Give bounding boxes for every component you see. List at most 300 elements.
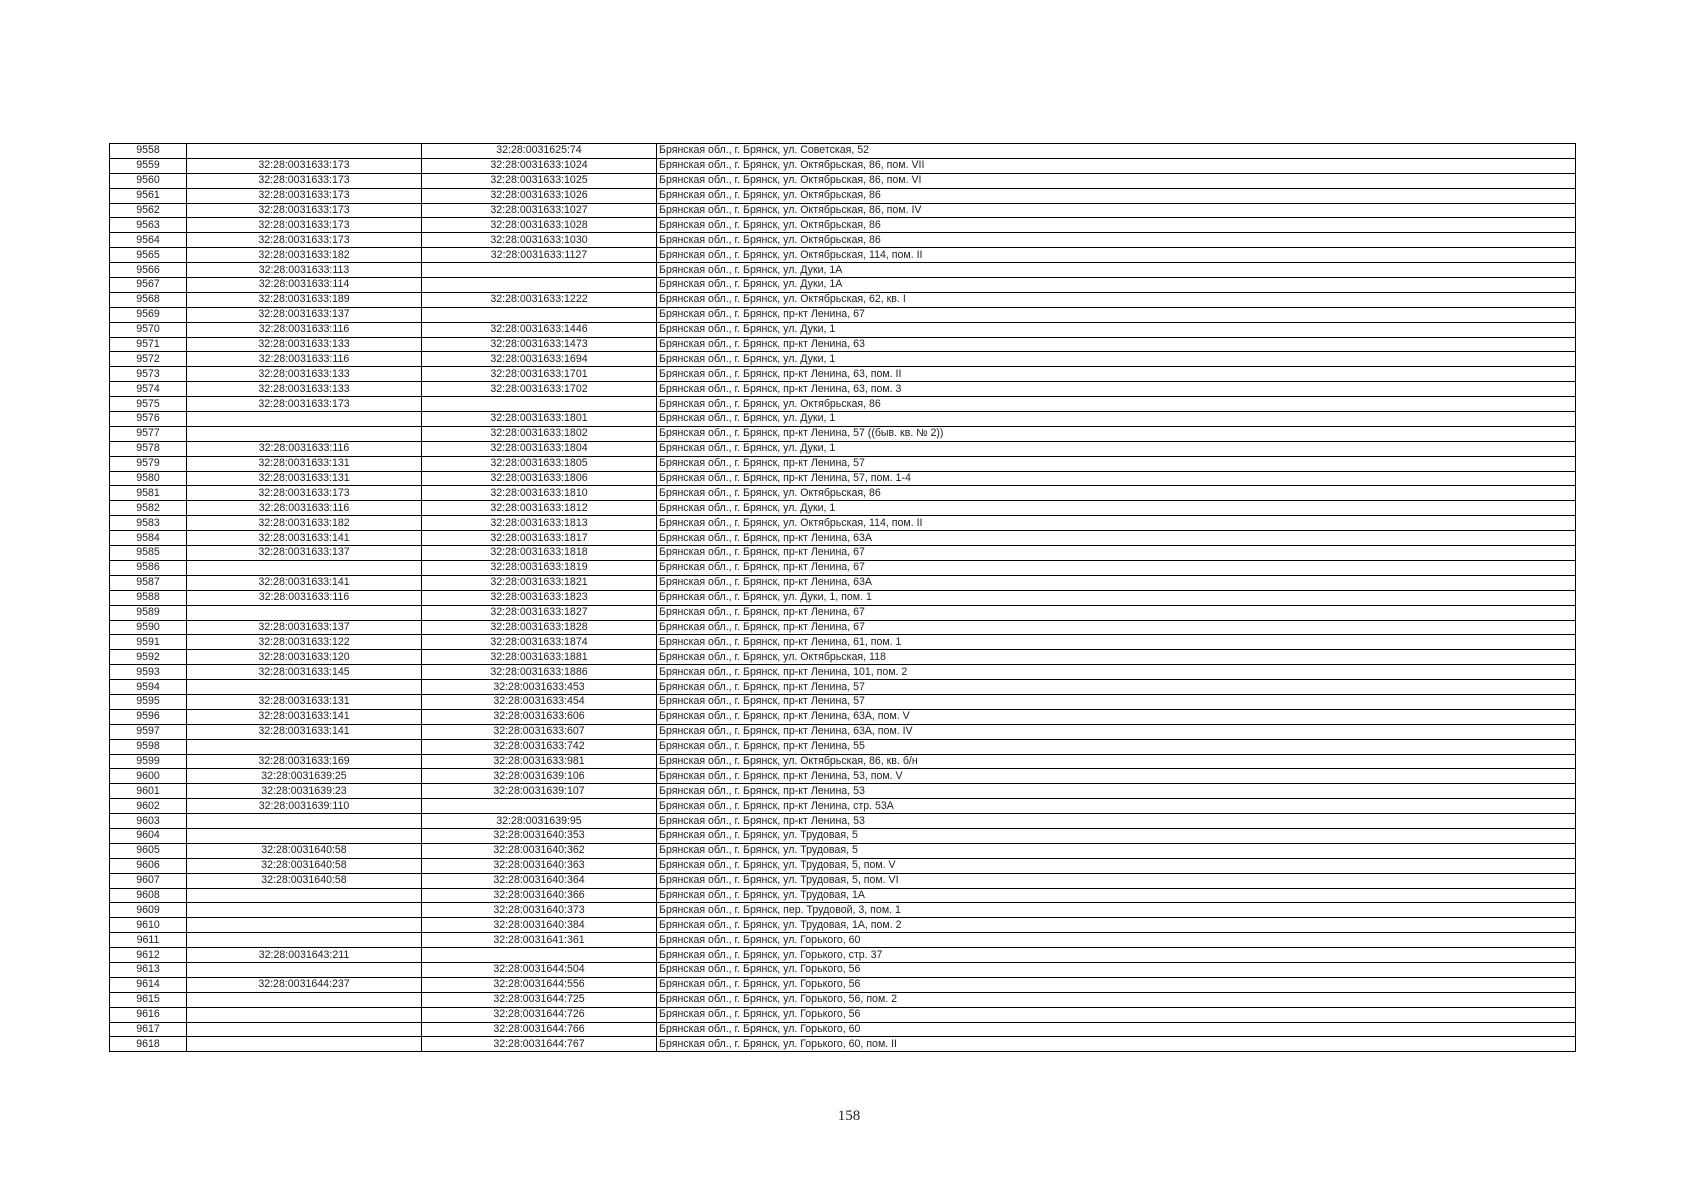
row-number-cell: 9592 [110,650,187,665]
address-cell: Брянская обл., г. Брянск, ул. Горького, 56 [657,962,1576,977]
address-cell: Брянская обл., г. Брянск, ул. Горького, 60 [657,1022,1576,1037]
address-cell: Брянская обл., г. Брянск, пр-кт Ленина, 63А, пом. IV [657,724,1576,739]
table-row [110,799,1576,814]
address-cell: Брянская обл., г. Брянск, ул. Горького, 56, пом. 2 [657,992,1576,1007]
table-row [110,977,1576,992]
table-row [110,873,1576,888]
parcel-number-cell: 32:28:0031633:137 [187,307,422,322]
object-number-cell: 32:28:0031633:1812 [422,501,657,516]
address-cell: Брянская обл., г. Брянск, пр-кт Ленина, 67 [657,605,1576,620]
row-number-cell: 9604 [110,828,187,843]
page-number: 158 [837,1108,861,1124]
parcel-number-cell: 32:28:0031633:173 [187,397,422,412]
object-number-cell [422,948,657,963]
row-number-cell: 9600 [110,769,187,784]
address-cell: Брянская обл., г. Брянск, пр-кт Ленина, 61, пом. 1 [657,635,1576,650]
row-number-cell: 9559 [110,158,187,173]
object-number-cell: 32:28:0031633:1819 [422,560,657,575]
address-cell: Брянская обл., г. Брянск, ул. Дуки, 1 [657,501,1576,516]
table-row [110,218,1576,233]
address-cell: Брянская обл., г. Брянск, пр-кт Ленина, 63А, пом. V [657,709,1576,724]
row-number-cell: 9584 [110,531,187,546]
table-row [110,248,1576,263]
parcel-number-cell: 32:28:0031633:131 [187,471,422,486]
table-row [110,1037,1576,1052]
parcel-number-cell [187,918,422,933]
object-number-cell: 32:28:0031633:1817 [422,531,657,546]
parcel-number-cell: 32:28:0031633:173 [187,173,422,188]
address-cell: Брянская обл., г. Брянск, пр-кт Ленина, 63 [657,337,1576,352]
table-row [110,367,1576,382]
object-number-cell: 32:28:0031633:1701 [422,367,657,382]
row-number-cell: 9588 [110,590,187,605]
address-cell: Брянская обл., г. Брянск, ул. Горького, 56 [657,977,1576,992]
table-row [110,516,1576,531]
table-row [110,426,1576,441]
address-cell: Брянская обл., г. Брянск, ул. Октябрьская, 86 [657,486,1576,501]
object-number-cell: 32:28:0031639:95 [422,814,657,829]
object-number-cell: 32:28:0031633:1810 [422,486,657,501]
address-cell: Брянская обл., г. Брянск, ул. Октябрьская, 86 [657,397,1576,412]
parcel-number-cell: 32:28:0031633:120 [187,650,422,665]
parcel-number-cell: 32:28:0031633:137 [187,546,422,561]
address-cell: Брянская обл., г. Брянск, пр-кт Ленина, 63, пом. 3 [657,382,1576,397]
table-row [110,456,1576,471]
row-number-cell: 9585 [110,546,187,561]
parcel-number-cell [187,412,422,427]
parcel-number-cell: 32:28:0031640:58 [187,873,422,888]
table-row [110,382,1576,397]
row-number-cell: 9595 [110,694,187,709]
object-number-cell: 32:28:0031633:1446 [422,322,657,337]
parcel-number-cell: 32:28:0031633:137 [187,620,422,635]
object-number-cell: 32:28:0031633:1694 [422,352,657,367]
table-row [110,888,1576,903]
parcel-number-cell [187,1037,422,1052]
parcel-number-cell: 32:28:0031644:237 [187,977,422,992]
parcel-number-cell [187,560,422,575]
table-row [110,397,1576,412]
object-number-cell: 32:28:0031640:363 [422,858,657,873]
object-number-cell: 32:28:0031633:1702 [422,382,657,397]
table-row [110,337,1576,352]
parcel-number-cell: 32:28:0031633:145 [187,665,422,680]
address-cell: Брянская обл., г. Брянск, пр-кт Ленина, 53 [657,784,1576,799]
address-cell: Брянская обл., г. Брянск, пр-кт Ленина, 55 [657,739,1576,754]
row-number-cell: 9615 [110,992,187,1007]
row-number-cell: 9566 [110,263,187,278]
object-number-cell: 32:28:0031633:742 [422,739,657,754]
table-row [110,501,1576,516]
address-cell: Брянская обл., г. Брянск, ул. Октябрьская, 86, пом. IV [657,203,1576,218]
table-row [110,546,1576,561]
parcel-number-cell [187,888,422,903]
parcel-number-cell: 32:28:0031640:58 [187,843,422,858]
row-number-cell: 9558 [110,144,187,159]
parcel-number-cell: 32:28:0031633:133 [187,367,422,382]
object-number-cell: 32:28:0031633:1805 [422,456,657,471]
parcel-number-cell: 32:28:0031633:116 [187,590,422,605]
table-row [110,233,1576,248]
table-row [110,784,1576,799]
row-number-cell: 9599 [110,754,187,769]
row-number-cell: 9597 [110,724,187,739]
row-number-cell: 9580 [110,471,187,486]
table-row [110,903,1576,918]
object-number-cell: 32:28:0031633:1801 [422,412,657,427]
parcel-number-cell: 32:28:0031633:133 [187,337,422,352]
table-row [110,352,1576,367]
table-row [110,322,1576,337]
parcel-number-cell [187,680,422,695]
address-cell: Брянская обл., г. Брянск, ул. Октябрьская, 114, пом. II [657,248,1576,263]
address-cell: Брянская обл., г. Брянск, пр-кт Ленина, 101, пом. 2 [657,665,1576,680]
row-number-cell: 9607 [110,873,187,888]
object-number-cell: 32:28:0031633:1886 [422,665,657,680]
row-number-cell: 9603 [110,814,187,829]
address-cell: Брянская обл., г. Брянск, пр-кт Ленина, стр. 53А [657,799,1576,814]
object-number-cell: 32:28:0031633:1828 [422,620,657,635]
table-row [110,650,1576,665]
row-number-cell: 9562 [110,203,187,218]
address-cell: Брянская обл., г. Брянск, ул. Трудовая, 5 [657,843,1576,858]
object-number-cell: 32:28:0031639:106 [422,769,657,784]
table-row [110,962,1576,977]
parcel-number-cell [187,828,422,843]
table-row [110,1022,1576,1037]
object-number-cell: 32:28:0031644:556 [422,977,657,992]
address-cell: Брянская обл., г. Брянск, ул. Горького, 60, пом. II [657,1037,1576,1052]
table-row [110,531,1576,546]
object-number-cell: 32:28:0031633:1813 [422,516,657,531]
table-row [110,709,1576,724]
object-number-cell: 32:28:0031633:1222 [422,292,657,307]
address-cell: Брянская обл., г. Брянск, ул. Дуки, 1, пом. 1 [657,590,1576,605]
row-number-cell: 9576 [110,412,187,427]
parcel-number-cell [187,1022,422,1037]
table-row [110,858,1576,873]
object-number-cell: 32:28:0031633:1818 [422,546,657,561]
row-number-cell: 9617 [110,1022,187,1037]
parcel-number-cell: 32:28:0031633:173 [187,203,422,218]
object-number-cell: 32:28:0031633:1874 [422,635,657,650]
row-number-cell: 9563 [110,218,187,233]
object-number-cell: 32:28:0031633:1827 [422,605,657,620]
address-cell: Брянская обл., г. Брянск, пр-кт Ленина, 57 [657,456,1576,471]
parcel-number-cell: 32:28:0031633:141 [187,575,422,590]
parcel-number-cell: 32:28:0031633:141 [187,709,422,724]
address-cell: Брянская обл., г. Брянск, пр-кт Ленина, 63А [657,531,1576,546]
row-number-cell: 9606 [110,858,187,873]
row-number-cell: 9581 [110,486,187,501]
parcel-number-cell [187,933,422,948]
row-number-cell: 9560 [110,173,187,188]
object-number-cell: 32:28:0031633:1804 [422,441,657,456]
address-cell: Брянская обл., г. Брянск, ул. Дуки, 1А [657,278,1576,293]
object-number-cell: 32:28:0031633:454 [422,694,657,709]
row-number-cell: 9605 [110,843,187,858]
table-row [110,307,1576,322]
object-number-cell: 32:28:0031633:1030 [422,233,657,248]
address-cell: Брянская обл., г. Брянск, ул. Горького, 60 [657,933,1576,948]
registry-table [109,143,1576,1052]
row-number-cell: 9602 [110,799,187,814]
row-number-cell: 9569 [110,307,187,322]
row-number-cell: 9579 [110,456,187,471]
object-number-cell: 32:28:0031633:453 [422,680,657,695]
row-number-cell: 9614 [110,977,187,992]
table-row [110,933,1576,948]
table-row [110,560,1576,575]
row-number-cell: 9561 [110,188,187,203]
registry-table-body [110,144,1576,1052]
row-number-cell: 9574 [110,382,187,397]
table-row [110,635,1576,650]
table-row [110,948,1576,963]
parcel-number-cell: 32:28:0031633:141 [187,531,422,546]
object-number-cell: 32:28:0031633:606 [422,709,657,724]
table-row [110,665,1576,680]
object-number-cell: 32:28:0031633:1026 [422,188,657,203]
row-number-cell: 9611 [110,933,187,948]
parcel-number-cell [187,814,422,829]
parcel-number-cell: 32:28:0031633:122 [187,635,422,650]
object-number-cell: 32:28:0031640:366 [422,888,657,903]
address-cell: Брянская обл., г. Брянск, ул. Октябрьская, 86, пом. VII [657,158,1576,173]
address-cell: Брянская обл., г. Брянск, ул. Октябрьская, 86 [657,188,1576,203]
parcel-number-cell: 32:28:0031633:173 [187,158,422,173]
table-row [110,1007,1576,1022]
object-number-cell: 32:28:0031633:1881 [422,650,657,665]
object-number-cell: 32:28:0031633:1127 [422,248,657,263]
object-number-cell: 32:28:0031633:1806 [422,471,657,486]
table-row [110,694,1576,709]
object-number-cell: 32:28:0031633:607 [422,724,657,739]
parcel-number-cell: 32:28:0031633:116 [187,441,422,456]
parcel-number-cell [187,962,422,977]
table-row [110,605,1576,620]
address-cell: Брянская обл., г. Брянск, пр-кт Ленина, 57 [657,680,1576,695]
address-cell: Брянская обл., г. Брянск, ул. Трудовая, 1А, пом. 2 [657,918,1576,933]
object-number-cell: 32:28:0031633:1027 [422,203,657,218]
parcel-number-cell: 32:28:0031633:113 [187,263,422,278]
row-number-cell: 9594 [110,680,187,695]
row-number-cell: 9572 [110,352,187,367]
row-number-cell: 9577 [110,426,187,441]
row-number-cell: 9582 [110,501,187,516]
address-cell: Брянская обл., г. Брянск, ул. Октябрьская, 62, кв. I [657,292,1576,307]
row-number-cell: 9609 [110,903,187,918]
parcel-number-cell [187,992,422,1007]
row-number-cell: 9591 [110,635,187,650]
table-row [110,263,1576,278]
parcel-number-cell: 32:28:0031633:173 [187,233,422,248]
parcel-number-cell: 32:28:0031633:116 [187,501,422,516]
address-cell: Брянская обл., г. Брянск, ул. Трудовая, 5 [657,828,1576,843]
parcel-number-cell: 32:28:0031633:189 [187,292,422,307]
address-cell: Брянская обл., г. Брянск, ул. Советская, 52 [657,144,1576,159]
parcel-number-cell [187,426,422,441]
object-number-cell [422,263,657,278]
parcel-number-cell [187,739,422,754]
table-row [110,188,1576,203]
parcel-number-cell: 32:28:0031640:58 [187,858,422,873]
parcel-number-cell: 32:28:0031639:110 [187,799,422,814]
object-number-cell: 32:28:0031625:74 [422,144,657,159]
address-cell: Брянская обл., г. Брянск, пр-кт Ленина, 57 [657,694,1576,709]
object-number-cell: 32:28:0031640:384 [422,918,657,933]
table-row [110,278,1576,293]
row-number-cell: 9610 [110,918,187,933]
address-cell: Брянская обл., г. Брянск, ул. Дуки, 1 [657,352,1576,367]
parcel-number-cell [187,903,422,918]
address-cell: Брянская обл., г. Брянск, ул. Октябрьская, 86 [657,233,1576,248]
row-number-cell: 9586 [110,560,187,575]
object-number-cell: 32:28:0031633:1823 [422,590,657,605]
table-row [110,828,1576,843]
object-number-cell [422,799,657,814]
parcel-number-cell: 32:28:0031633:116 [187,322,422,337]
address-cell: Брянская обл., г. Брянск, ул. Дуки, 1 [657,322,1576,337]
object-number-cell: 32:28:0031633:1024 [422,158,657,173]
table-row [110,292,1576,307]
address-cell: Брянская обл., г. Брянск, ул. Горького, стр. 37 [657,948,1576,963]
address-cell: Брянская обл., г. Брянск, пр-кт Ленина, 63А [657,575,1576,590]
address-cell: Брянская обл., г. Брянск, пр-кт Ленина, 67 [657,620,1576,635]
address-cell: Брянская обл., г. Брянск, пр-кт Ленина, 53 [657,814,1576,829]
object-number-cell: 32:28:0031644:767 [422,1037,657,1052]
address-cell: Брянская обл., г. Брянск, ул. Трудовая, 1А [657,888,1576,903]
table-row [110,471,1576,486]
address-cell: Брянская обл., г. Брянск, ул. Трудовая, 5, пом. V [657,858,1576,873]
parcel-number-cell: 32:28:0031633:182 [187,516,422,531]
parcel-number-cell: 32:28:0031633:182 [187,248,422,263]
object-number-cell: 32:28:0031644:766 [422,1022,657,1037]
object-number-cell: 32:28:0031633:1025 [422,173,657,188]
row-number-cell: 9613 [110,962,187,977]
object-number-cell [422,278,657,293]
row-number-cell: 9618 [110,1037,187,1052]
table-row [110,843,1576,858]
row-number-cell: 9589 [110,605,187,620]
row-number-cell: 9608 [110,888,187,903]
table-row [110,412,1576,427]
address-cell: Брянская обл., г. Брянск, ул. Октябрьская, 86, кв. б/н [657,754,1576,769]
table-row [110,992,1576,1007]
row-number-cell: 9616 [110,1007,187,1022]
row-number-cell: 9571 [110,337,187,352]
table-row [110,158,1576,173]
address-cell: Брянская обл., г. Брянск, ул. Дуки, 1 [657,441,1576,456]
parcel-number-cell: 32:28:0031633:131 [187,694,422,709]
object-number-cell: 32:28:0031640:373 [422,903,657,918]
parcel-number-cell: 32:28:0031639:25 [187,769,422,784]
row-number-cell: 9568 [110,292,187,307]
address-cell: Брянская обл., г. Брянск, ул. Октябрьская, 118 [657,650,1576,665]
object-number-cell: 32:28:0031633:981 [422,754,657,769]
address-cell: Брянская обл., г. Брянск, ул. Дуки, 1 [657,412,1576,427]
row-number-cell: 9578 [110,441,187,456]
table-row [110,173,1576,188]
address-cell: Брянская обл., г. Брянск, ул. Трудовая, 5, пом. VI [657,873,1576,888]
object-number-cell [422,307,657,322]
table-row [110,680,1576,695]
row-number-cell: 9612 [110,948,187,963]
address-cell: Брянская обл., г. Брянск, пер. Трудовой, 3, пом. 1 [657,903,1576,918]
address-cell: Брянская обл., г. Брянск, пр-кт Ленина, 53, пом. V [657,769,1576,784]
row-number-cell: 9593 [110,665,187,680]
row-number-cell: 9601 [110,784,187,799]
row-number-cell: 9570 [110,322,187,337]
address-cell: Брянская обл., г. Брянск, пр-кт Ленина, 57 ((быв. кв. № 2)) [657,426,1576,441]
table-row [110,144,1576,159]
address-cell: Брянская обл., г. Брянск, ул. Дуки, 1А [657,263,1576,278]
parcel-number-cell: 32:28:0031643:211 [187,948,422,963]
object-number-cell: 32:28:0031644:504 [422,962,657,977]
parcel-number-cell: 32:28:0031633:133 [187,382,422,397]
address-cell: Брянская обл., г. Брянск, ул. Октябрьская, 86, пом. VI [657,173,1576,188]
object-number-cell: 32:28:0031633:1821 [422,575,657,590]
object-number-cell: 32:28:0031640:353 [422,828,657,843]
table-row [110,918,1576,933]
object-number-cell: 32:28:0031644:726 [422,1007,657,1022]
table-row [110,590,1576,605]
address-cell: Брянская обл., г. Брянск, ул. Горького, 56 [657,1007,1576,1022]
row-number-cell: 9567 [110,278,187,293]
parcel-number-cell: 32:28:0031633:116 [187,352,422,367]
address-cell: Брянская обл., г. Брянск, пр-кт Ленина, 67 [657,307,1576,322]
table-row [110,486,1576,501]
object-number-cell: 32:28:0031644:725 [422,992,657,1007]
row-number-cell: 9596 [110,709,187,724]
object-number-cell: 32:28:0031641:361 [422,933,657,948]
table-row [110,203,1576,218]
parcel-number-cell: 32:28:0031633:173 [187,218,422,233]
row-number-cell: 9598 [110,739,187,754]
object-number-cell: 32:28:0031640:362 [422,843,657,858]
row-number-cell: 9583 [110,516,187,531]
address-cell: Брянская обл., г. Брянск, пр-кт Ленина, 57, пом. 1-4 [657,471,1576,486]
object-number-cell: 32:28:0031633:1802 [422,426,657,441]
address-cell: Брянская обл., г. Брянск, пр-кт Ленина, 67 [657,560,1576,575]
object-number-cell: 32:28:0031639:107 [422,784,657,799]
table-row [110,441,1576,456]
table-row [110,754,1576,769]
table-row [110,814,1576,829]
row-number-cell: 9564 [110,233,187,248]
parcel-number-cell [187,605,422,620]
address-cell: Брянская обл., г. Брянск, ул. Октябрьская, 114, пом. II [657,516,1576,531]
parcel-number-cell: 32:28:0031639:23 [187,784,422,799]
parcel-number-cell: 32:28:0031633:169 [187,754,422,769]
table-row [110,769,1576,784]
row-number-cell: 9573 [110,367,187,382]
table-row [110,575,1576,590]
object-number-cell: 32:28:0031640:364 [422,873,657,888]
address-cell: Брянская обл., г. Брянск, ул. Октябрьская, 86 [657,218,1576,233]
row-number-cell: 9590 [110,620,187,635]
address-cell: Брянская обл., г. Брянск, пр-кт Ленина, 63, пом. II [657,367,1576,382]
parcel-number-cell: 32:28:0031633:173 [187,486,422,501]
object-number-cell: 32:28:0031633:1473 [422,337,657,352]
parcel-number-cell: 32:28:0031633:131 [187,456,422,471]
registry-table-container [109,143,1575,1052]
address-cell: Брянская обл., г. Брянск, пр-кт Ленина, 67 [657,546,1576,561]
table-row [110,724,1576,739]
row-number-cell: 9587 [110,575,187,590]
parcel-number-cell [187,144,422,159]
row-number-cell: 9565 [110,248,187,263]
